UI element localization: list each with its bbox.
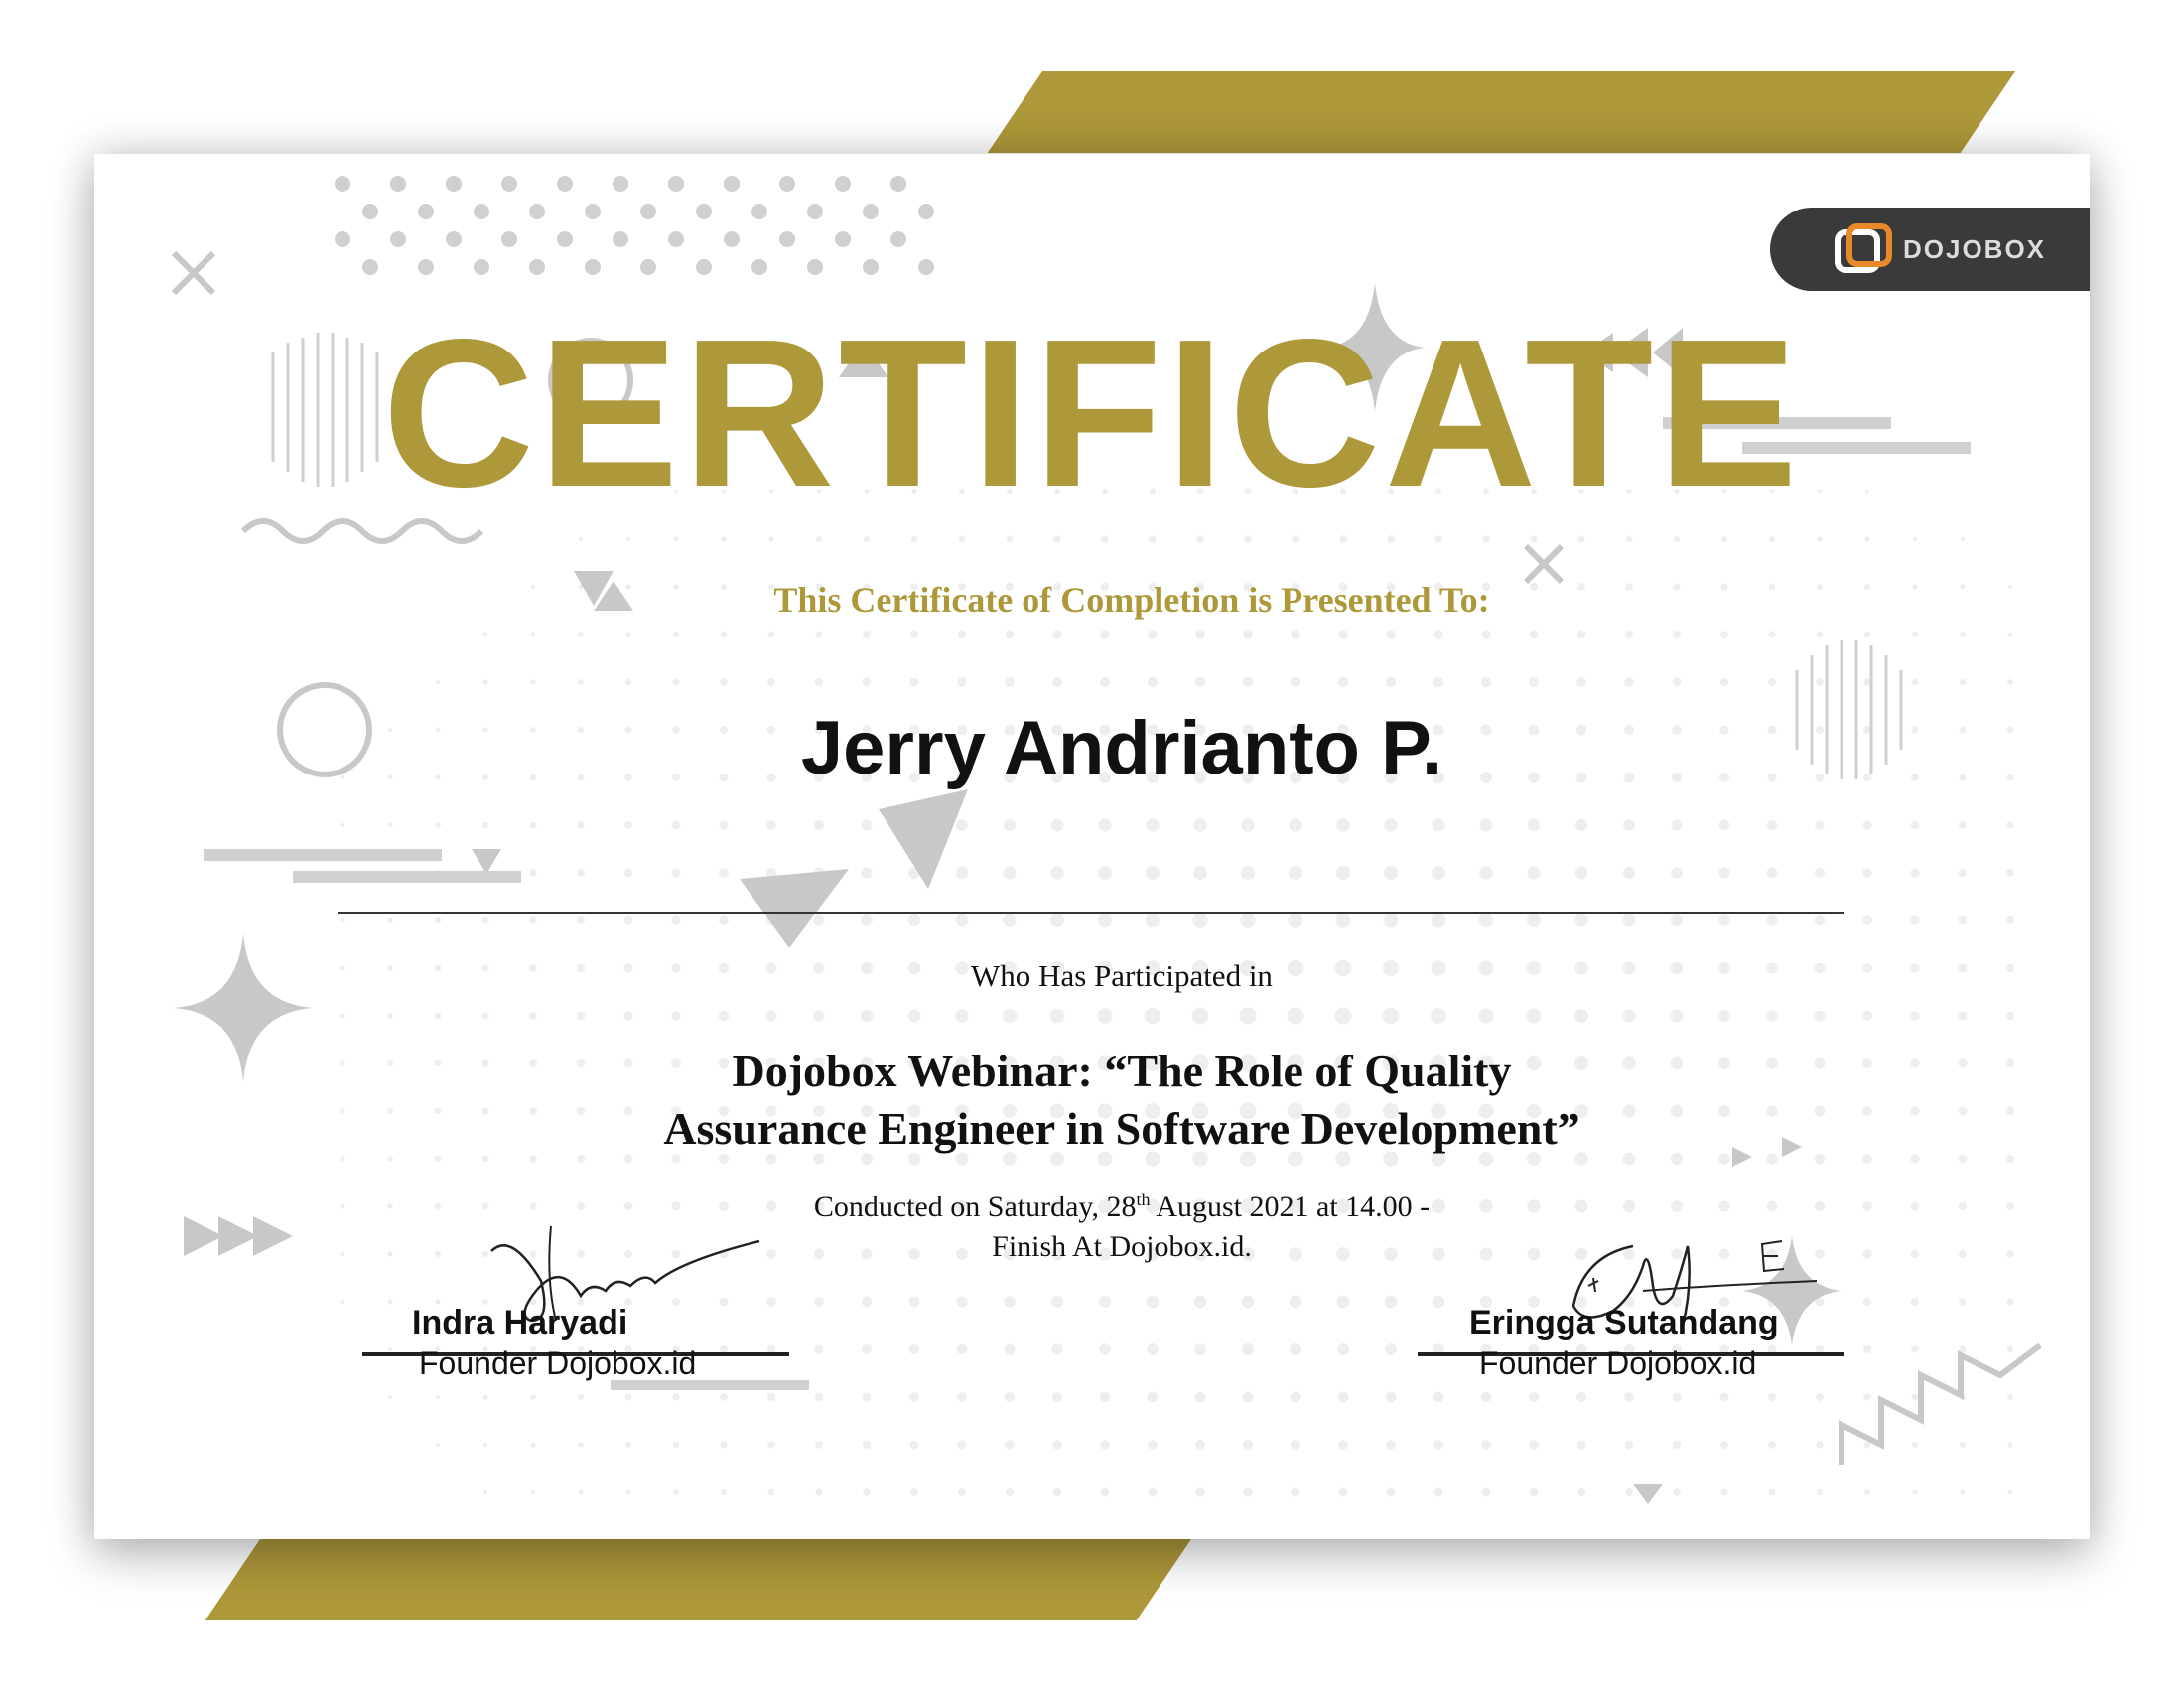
dojobox-logo-text: DOJOBOX <box>1903 233 2047 264</box>
dojobox-logo <box>1770 208 2090 291</box>
signatory-1-role-wrap <box>419 1345 696 1382</box>
event-date-suffix: August 2021 at 14.00 - <box>1150 1191 1431 1223</box>
event-date-line-2: Finish At Dojobox.id. <box>992 1230 1252 1263</box>
top-dots-pattern <box>335 176 934 275</box>
x-mark-right <box>1526 546 1562 582</box>
event-date-ordinal: th <box>1136 1190 1151 1209</box>
participation-label: Who Has Participated in <box>971 958 1273 993</box>
signatory-2-name: Eringga Sutandang <box>1469 1304 1779 1341</box>
event-date-line-1 <box>124 1180 2090 1227</box>
x-mark-left <box>174 253 213 293</box>
certificate-card <box>94 154 2090 1539</box>
dojobox-logo-icon <box>1832 222 1893 276</box>
event-title <box>124 1043 2090 1158</box>
signatory-2-role: Founder Dojobox.id <box>1479 1345 1757 1381</box>
bottom-gold-band <box>205 1539 1191 1620</box>
signatory-1-role: Founder Dojobox.id <box>419 1345 697 1381</box>
certificate-subtitle: This Certificate of Completion is Presented To: <box>773 580 1490 620</box>
recipient-underline <box>338 912 1844 914</box>
recipient-name: Jerry Andrianto P. <box>800 706 1443 790</box>
signatory-1-name: Indra Haryadi <box>412 1304 628 1341</box>
certificate-title: CERTIFICATE <box>382 295 1802 530</box>
event-date-prefix: Conducted on Saturday, 28 <box>813 1191 1137 1223</box>
signatory-1 <box>412 1304 627 1342</box>
signatory-2 <box>1469 1304 1779 1342</box>
top-gold-band <box>988 71 2015 153</box>
signatory-2-role-wrap <box>1479 1345 1756 1382</box>
event-title-line-2: Assurance Engineer in Software Development” <box>663 1103 1580 1154</box>
event-title-line-1: Dojobox Webinar: “The Role of Quality <box>732 1046 1512 1096</box>
